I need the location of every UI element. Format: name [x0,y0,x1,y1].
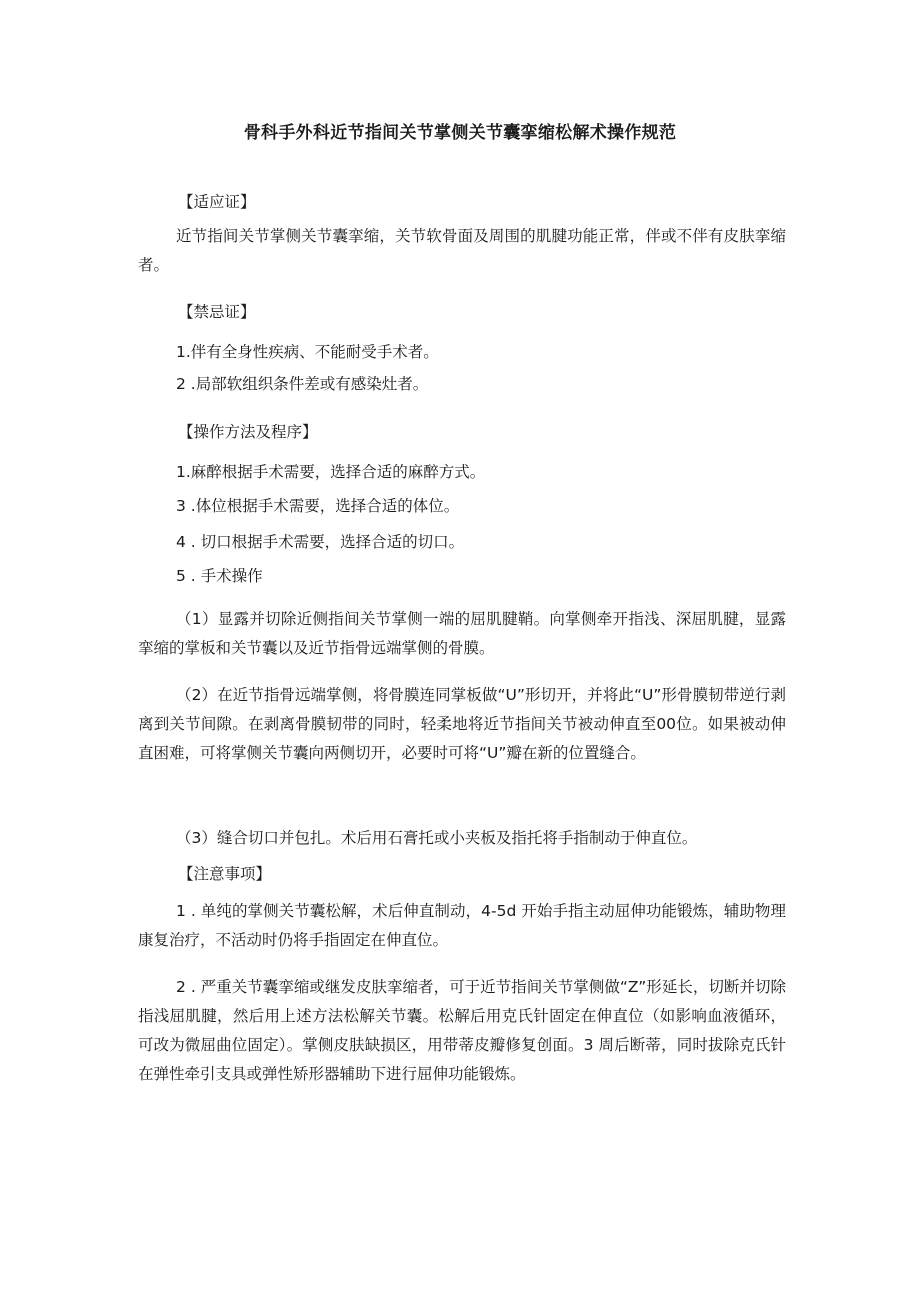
procedure-item: 3 .体位根据手术需要，选择合适的体位。 [176,497,460,515]
contraindication-item: 2 .局部软组织条件差或有感染灶者。 [176,375,429,393]
notes-item: 2 . 严重关节囊挛缩或继发皮肤挛缩者，可于近节指间关节掌侧做“Z”形延长，切断并切除指浅屈肌腱，然后用上述方法松解关节囊。松解后用克氏针固定在伸直位（如影响血液循环，可改为微屈曲位固定）。掌侧皮肤缺损区，用带蒂皮瓣修复创面。3 周后断蒂，同时拔除克氏针在弹性牵引支具或弹性矫形器辅助下进行屈伸功能锻炼。 [138,978,786,1083]
procedure-step: （1）显露并切除近侧指间关节掌侧一端的屈肌腱鞘。向掌侧牵开指浅、深屈肌腱，显露挛缩的掌板和关节囊以及近节指骨远端掌侧的骨膜。 [138,610,786,657]
procedure-step: （2）在近节指骨远端掌侧，将骨膜连同掌板做“U”形切开，并将此“U”形骨膜韧带逆行剥离到关节间隙。在剥离骨膜韧带的同时，轻柔地将近节指间关节被动伸直至00位。如果被动伸直困难，可将掌侧关节囊向两侧切开，必要时可将“U”瓣在新的位置缝合。 [138,686,786,762]
notes-heading: 【注意事项】 [178,865,272,883]
indication-text: 近节指间关节掌侧关节囊挛缩，关节软骨面及周围的肌腱功能正常，伴或不伴有皮肤挛缩者。 [138,227,786,274]
procedure-step: （3）缝合切口并包扎。术后用石膏托或小夹板及指托将手指制动于伸直位。 [176,829,698,847]
procedure-item: 5 . 手术操作 [176,567,263,585]
procedure-heading: 【操作方法及程序】 [178,423,318,441]
page-title: 骨科手外科近节指间关节掌侧关节囊挛缩松解术操作规范 [243,123,677,143]
indication-heading: 【适应证】 [178,193,256,211]
contraindication-item: 1.伴有全身性疾病、不能耐受手术者。 [176,343,439,361]
notes-item: 1 . 单纯的掌侧关节囊松解，术后伸直制动，4-5d 开始手指主动屈伸功能锻炼，辅助物理康复治疗，不活动时仍将手指固定在伸直位。 [138,902,786,949]
procedure-item: 4 . 切口根据手术需要，选择合适的切口。 [176,533,465,551]
contraindication-heading: 【禁忌证】 [178,303,256,321]
procedure-item: 1.麻醉根据手术需要，选择合适的麻醉方式。 [176,463,486,481]
